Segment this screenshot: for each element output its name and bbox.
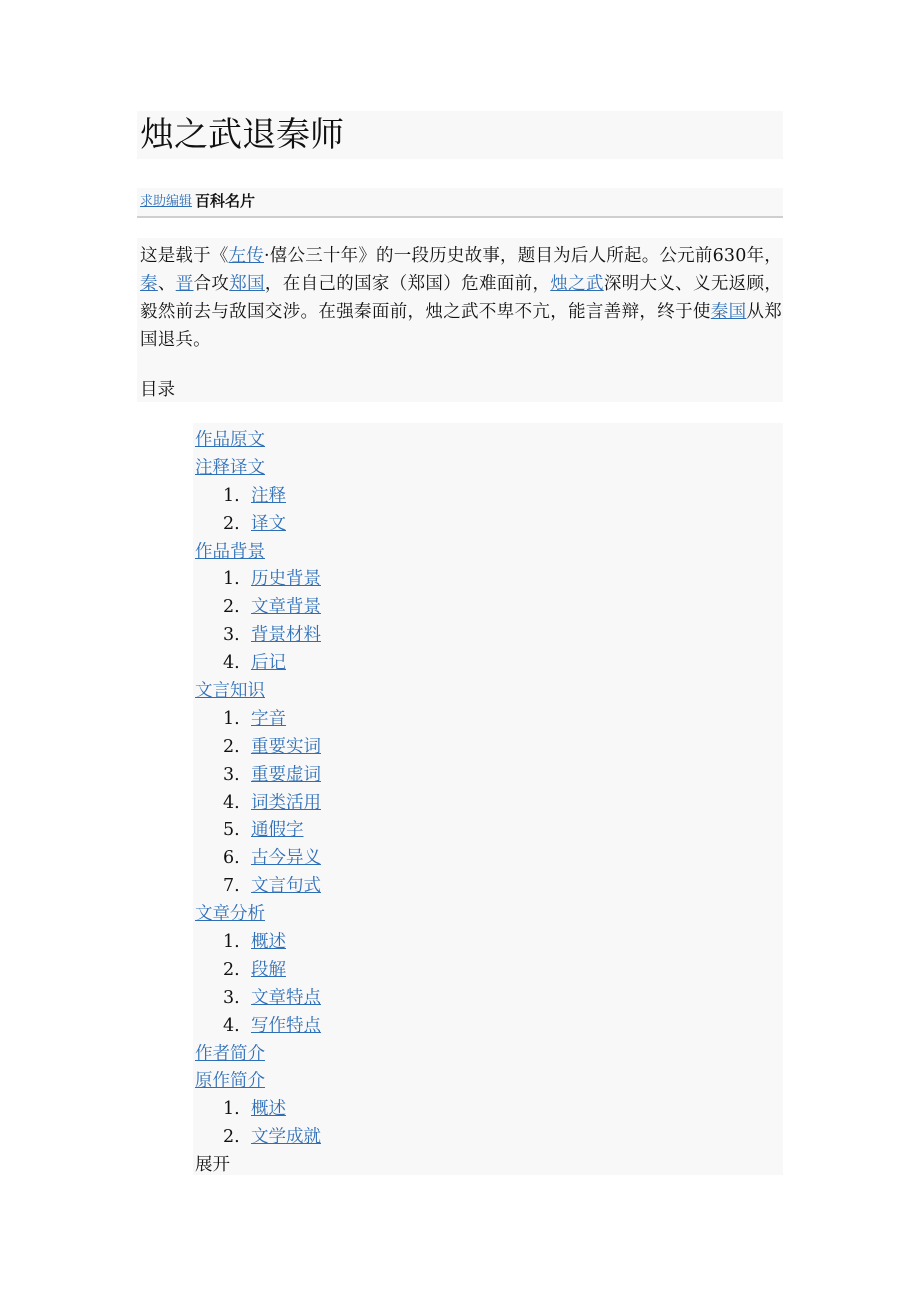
toc-item-number: 4.	[223, 1015, 240, 1036]
summary-link[interactable]: 秦国	[710, 302, 747, 322]
toc-item	[195, 845, 321, 873]
toc-item	[195, 985, 321, 1013]
table-of-contents	[193, 423, 783, 1175]
toc-item	[195, 455, 321, 483]
toc-item	[195, 539, 321, 567]
toc-link[interactable]: 重要实词	[251, 736, 321, 757]
toc-item-number: 5.	[223, 820, 240, 841]
toc-item-number: 3.	[223, 625, 240, 646]
toc-item-number: 2.	[223, 959, 240, 980]
help-edit-link[interactable]: 求助编辑	[140, 194, 193, 209]
toc-link[interactable]: 作品原文	[195, 430, 265, 450]
toc-item	[195, 1096, 321, 1124]
toc-item-number: 6.	[223, 848, 240, 869]
toc-link[interactable]: 背景材料	[251, 625, 321, 646]
toc-item	[195, 483, 321, 511]
summary-text: 从郑国退兵。	[140, 302, 783, 350]
toc-link[interactable]: 文言句式	[251, 876, 321, 897]
toc-link[interactable]: 段解	[251, 959, 286, 980]
summary-link[interactable]: 郑国	[229, 274, 265, 294]
toc-item-number: 1.	[223, 569, 240, 590]
summary-section	[137, 238, 783, 402]
toc-item	[195, 1041, 321, 1069]
toc-item-number: 3.	[223, 764, 240, 785]
toc-link[interactable]: 文章背景	[251, 597, 321, 618]
toc-item	[195, 734, 321, 762]
toc-item-number: 1.	[223, 932, 240, 953]
toc-item	[195, 957, 321, 985]
summary-text: 深明大义、义无返顾，毅然前去与敌国交涉。在强秦面前，烛之武不卑不亢，能言善辩，终于使	[140, 274, 783, 322]
toc-item-number: 2.	[223, 597, 240, 618]
toc-link[interactable]: 作者简介	[195, 1043, 265, 1064]
toc-link[interactable]: 注释	[251, 485, 286, 506]
toc-item-number: 2.	[223, 736, 240, 757]
toc-item-number: 4.	[223, 792, 240, 813]
toc-item	[195, 427, 321, 455]
toc-link[interactable]: 译文	[251, 513, 286, 534]
toc-item	[195, 706, 321, 734]
toc-item	[195, 901, 321, 929]
toc-item-number: 1.	[223, 485, 240, 506]
toc-item-number: 2.	[223, 513, 240, 534]
toc-item	[195, 622, 321, 650]
toc-link[interactable]: 古今异义	[251, 848, 321, 869]
toc-link[interactable]: 词类活用	[251, 792, 321, 813]
toc-link[interactable]: 概述	[251, 932, 286, 953]
toc-link[interactable]: 原作简介	[195, 1071, 265, 1092]
toc-item	[195, 650, 321, 678]
toc-item	[195, 678, 321, 706]
toc-list	[195, 427, 321, 1180]
summary-link[interactable]: 秦	[140, 274, 158, 294]
toc-item	[195, 1068, 321, 1096]
toc-item	[195, 817, 321, 845]
toc-item	[195, 1124, 321, 1152]
summary-link[interactable]: 烛之武	[550, 274, 604, 294]
summary-text: 、	[157, 274, 176, 294]
toc-item-number: 1.	[223, 708, 240, 729]
toc-item	[195, 594, 321, 622]
toc-item-number: 3.	[223, 987, 240, 1008]
toc-link[interactable]: 文章特点	[251, 987, 321, 1008]
toc-item-number: 4.	[223, 653, 240, 674]
summary-text: ·僖公三十年》的一段历史故事，题目为后人所起。公元前630年，	[264, 246, 783, 266]
summary-text: 合攻	[193, 274, 230, 294]
toc-item	[195, 1013, 321, 1041]
summary-paragraph	[140, 242, 782, 354]
toc-link[interactable]: 文学成就	[251, 1127, 321, 1148]
summary-text: ，在自己的国家（郑国）危难面前，	[264, 274, 551, 294]
summary-link[interactable]: 左传	[228, 246, 264, 266]
toc-item-number: 2.	[223, 1127, 240, 1148]
toc-item-number: 1.	[223, 1099, 240, 1120]
toc-link[interactable]: 通假字	[251, 820, 304, 841]
toc-link[interactable]: 后记	[251, 653, 286, 674]
toc-item	[195, 566, 321, 594]
toc-item	[195, 873, 321, 901]
summary-text: 这是载于《	[140, 246, 229, 266]
card-label: 百科名片	[195, 192, 256, 210]
title-bar	[137, 111, 783, 159]
toc-expand-toggle[interactable]: 展开	[195, 1155, 230, 1176]
toc-item	[195, 929, 321, 957]
toc-link[interactable]: 文言知识	[195, 681, 265, 702]
toc-link[interactable]: 概述	[251, 1099, 286, 1120]
toc-link[interactable]: 历史背景	[251, 569, 321, 590]
toc-link[interactable]: 重要虚词	[251, 764, 321, 785]
toc-item	[195, 511, 321, 539]
toc-item-number: 7.	[223, 876, 240, 897]
toc-item	[195, 790, 321, 818]
summary-link[interactable]: 晋	[175, 274, 194, 294]
toc-item	[195, 762, 321, 790]
toc-link[interactable]: 注释译文	[195, 457, 265, 478]
card-header-bar	[137, 188, 783, 218]
toc-link[interactable]: 文章分析	[195, 904, 265, 925]
page-title: 烛之武退秦师	[140, 115, 344, 155]
toc-link[interactable]: 作品背景	[195, 541, 265, 562]
toc-link[interactable]: 写作特点	[251, 1015, 321, 1036]
toc-link[interactable]: 字音	[251, 708, 286, 729]
toc-label: 目录	[140, 380, 175, 400]
